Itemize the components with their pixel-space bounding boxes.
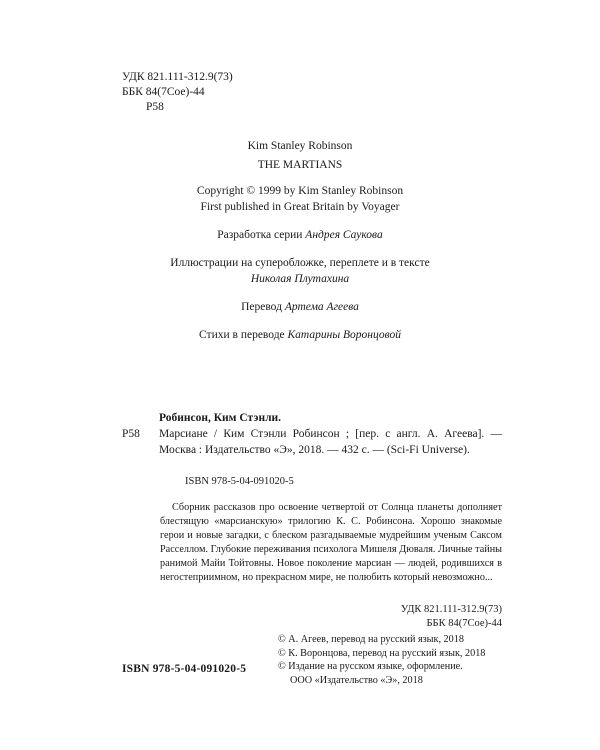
- series-label: Разработка серии: [217, 229, 303, 241]
- catalog-classification: [401, 603, 502, 631]
- annotation-text: Сборник рассказов про освоение четвертой от Солнца планеты дополняет блестящую «марсианскую» трилогию К. С. Робинсона. Хорошо знакомые герои и новые загадки, с блеском разгадываемые мудрейшим ученым Саксом Расселлом. Глубокие переживания психолога Мишеля Дюваля. Личные тайны ранимой Майи Тойтовны. Новое поколение марсиан — людей, родившихся в негостеприимном, но прекрасном мире, не полюбить который невозможно...: [160, 502, 502, 583]
- original-author: Kim Stanley Robinson: [247, 140, 353, 152]
- translation-name: Артема Агеева: [284, 301, 359, 313]
- copyright-edition: © Издание на русском языке, оформление.: [278, 661, 463, 672]
- catalog-description: Марсиане / Ким Стэнли Робинсон ; [пер. с англ. А. Агеева]. — Москва : Издательство «Э», 2018. — 432 с. — (Sci-Fi Universe).: [159, 428, 502, 456]
- catalog-code: Р58: [122, 428, 140, 440]
- copyright-translation-vorontsova: © К. Воронцова, перевод на русский язык, 2018: [278, 647, 486, 659]
- copyright-publisher: ООО «Издательство «Э», 2018: [290, 674, 423, 686]
- credits-block: [0, 138, 600, 343]
- copyright-notices: [278, 633, 485, 687]
- poems-name: Катарины Воронцовой: [287, 329, 401, 341]
- translation-label: Перевод: [241, 301, 282, 313]
- illustrations-name: Николая Плутахина: [250, 273, 350, 285]
- poems-credit: [0, 327, 600, 343]
- first-published-line: First published in Great Britain by Voyager: [200, 201, 400, 213]
- catalog-record: [122, 410, 502, 458]
- series-name: Андрея Саукова: [305, 229, 383, 241]
- illustrations-label: Иллюстрации на суперобложке, переплете и в тексте: [170, 257, 430, 269]
- catalog-author-heading: Робинсон, Ким Стэнли.: [159, 412, 282, 424]
- copyright-line: Copyright © 1999 by Kim Stanley Robinson: [196, 185, 404, 197]
- catalog-udk: УДК 821.111-312.9(73): [400, 604, 502, 615]
- translation-credit: [0, 299, 600, 315]
- catalog-bbk: ББК 84(7Сое)-44: [426, 618, 502, 629]
- udk-code: УДК 821.111-312.9(73): [122, 71, 233, 83]
- main-isbn: ISBN 978-5-04-091020-5: [122, 663, 247, 675]
- copyright-translation-ageev: © А. Агеев, перевод на русский язык, 2018: [278, 634, 464, 645]
- catalog-isbn: ISBN 978-5-04-091020-5: [185, 476, 294, 487]
- author-mark: Р58: [146, 101, 164, 113]
- original-title: THE MARTIANS: [257, 159, 343, 171]
- bbk-code: ББК 84(7Сое)-44: [122, 86, 205, 98]
- poems-label: Стихи в переводе: [199, 329, 285, 341]
- top-classification-codes: [122, 70, 233, 115]
- series-credit: [0, 227, 600, 243]
